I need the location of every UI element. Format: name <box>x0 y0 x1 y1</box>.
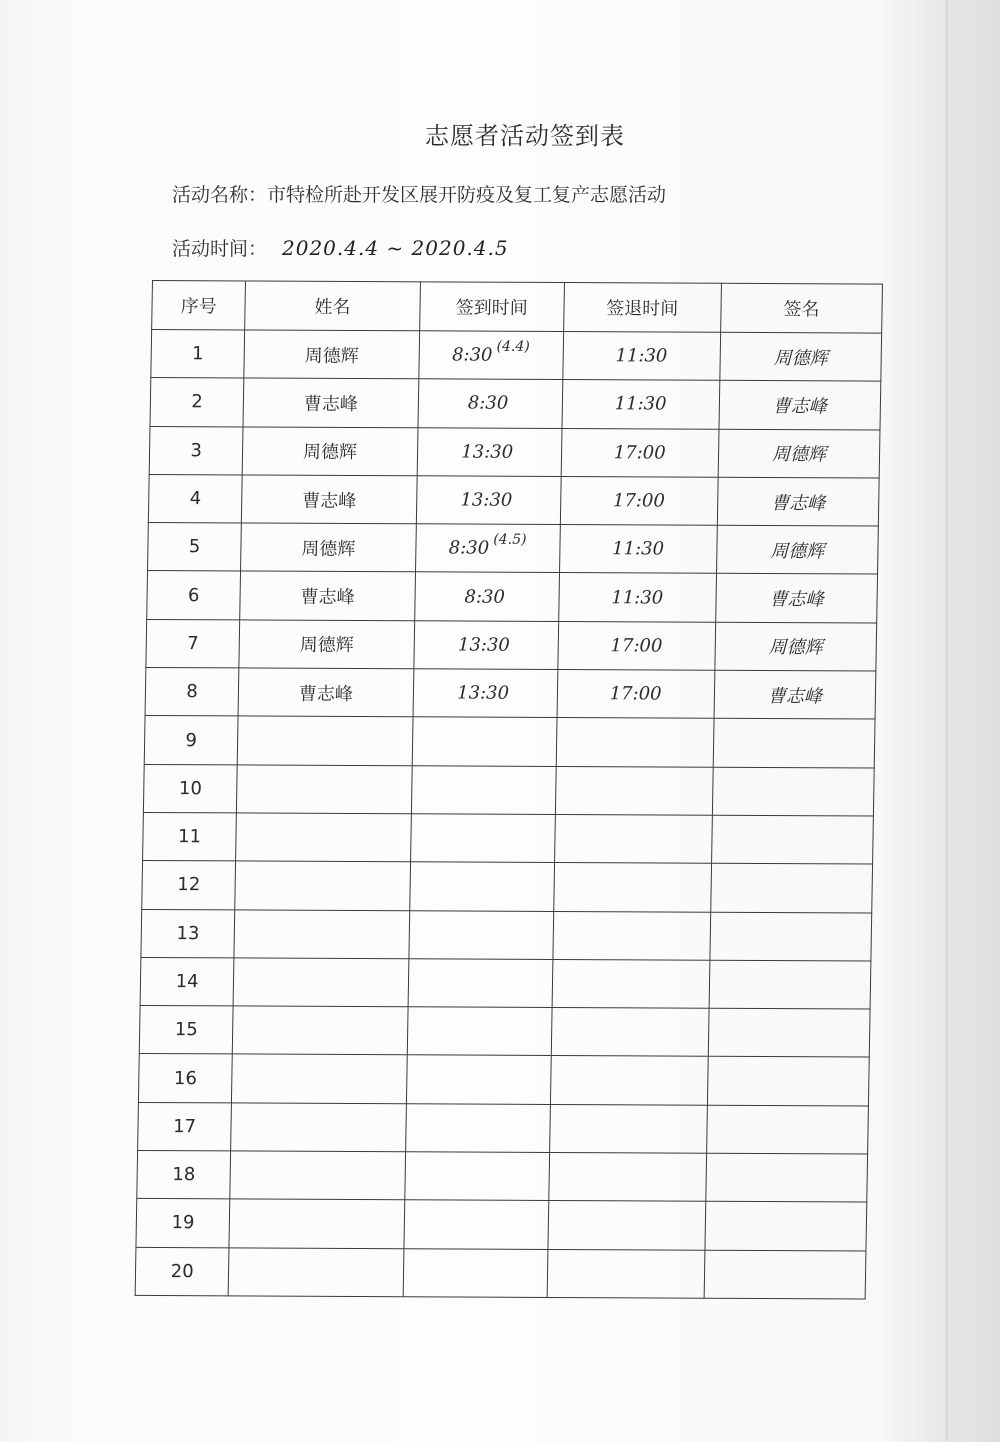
activity-name-label: 活动名称： <box>172 184 268 206</box>
table-row <box>151 329 882 381</box>
handwritten-signature: 周德辉 <box>718 429 880 478</box>
signin-time-value: 8:30 <box>464 586 506 608</box>
handwritten-signature <box>706 1153 868 1202</box>
signin-time-value: 13:30 <box>460 489 513 511</box>
volunteer-name: 周德辉 <box>239 620 414 669</box>
signout-time: 11:30 <box>562 332 720 381</box>
table-row <box>147 571 878 623</box>
volunteer-name <box>232 1054 407 1103</box>
table-row <box>148 523 879 575</box>
signin-time <box>409 862 554 911</box>
volunteer-name: 周德辉 <box>242 427 417 476</box>
handwritten-signature <box>710 912 872 961</box>
signin-time <box>411 765 556 814</box>
handwritten-signature <box>707 1057 869 1106</box>
signin-time <box>407 1007 552 1056</box>
table-row <box>139 1006 870 1058</box>
signout-time: 11:30 <box>562 380 720 429</box>
signout-time <box>555 766 713 815</box>
activity-time-handwritten: 2020.4.4 ~ 2020.4.5 <box>282 236 509 260</box>
row-number: 18 <box>137 1150 231 1199</box>
table-row <box>135 1247 866 1299</box>
handwritten-signature <box>713 719 875 768</box>
table-header-row <box>152 281 883 334</box>
signout-time: 17:00 <box>561 428 719 477</box>
volunteer-name <box>237 716 412 765</box>
signout-time <box>549 1104 707 1153</box>
row-number: 7 <box>146 619 240 668</box>
header-name: 姓名 <box>245 281 420 331</box>
signin-time <box>418 331 563 380</box>
signout-time: 11:30 <box>559 525 717 574</box>
signin-table <box>135 280 883 1299</box>
table-row <box>149 426 880 478</box>
volunteer-name <box>229 1199 404 1248</box>
activity-time-label: 活动时间： <box>172 238 268 260</box>
handwritten-signature <box>706 1105 868 1154</box>
signin-time-value: 8:30 <box>448 537 490 559</box>
volunteer-name: 曹志峰 <box>243 378 418 427</box>
volunteer-name: 周德辉 <box>244 330 419 379</box>
signout-time <box>547 1249 705 1298</box>
handwritten-signature: 曹志峰 <box>714 670 876 719</box>
signin-time-value: 8:30 <box>467 392 509 415</box>
row-number: 16 <box>138 1054 232 1103</box>
row-number: 14 <box>140 957 234 1006</box>
row-number: 1 <box>151 329 245 378</box>
volunteer-name <box>233 1006 408 1055</box>
signin-time <box>416 476 561 525</box>
signout-time <box>550 1056 708 1105</box>
signin-date-note: (4.5) <box>493 531 527 549</box>
handwritten-signature <box>705 1202 867 1251</box>
signin-time <box>406 1055 551 1104</box>
row-number: 15 <box>139 1006 233 1055</box>
table-row <box>143 812 874 864</box>
volunteer-name <box>236 813 411 862</box>
signin-time <box>414 621 559 670</box>
signin-time-value: 13:30 <box>461 441 514 463</box>
row-number: 19 <box>136 1199 230 1248</box>
signin-time-value: 13:30 <box>457 634 511 656</box>
signin-time <box>412 717 557 766</box>
handwritten-signature: 曹志峰 <box>715 574 877 623</box>
handwritten-signature <box>710 864 872 913</box>
volunteer-name: 周德辉 <box>241 523 416 572</box>
header-no: 序号 <box>152 281 246 330</box>
signin-time <box>410 814 555 863</box>
signin-time <box>404 1200 549 1249</box>
volunteer-name <box>228 1248 403 1297</box>
signin-time <box>417 427 562 476</box>
signout-time <box>554 814 712 863</box>
volunteer-name: 曹志峰 <box>240 571 415 620</box>
volunteer-name: 曹志峰 <box>238 668 413 717</box>
volunteer-name <box>234 909 409 958</box>
table-row <box>142 861 873 913</box>
signout-time: 17:00 <box>557 670 715 719</box>
row-number: 20 <box>135 1247 229 1296</box>
row-number: 6 <box>147 571 241 620</box>
header-signin-time: 签到时间 <box>419 282 564 332</box>
row-number: 5 <box>148 523 242 572</box>
handwritten-signature: 曹志峰 <box>717 477 879 526</box>
signin-time-value: 13:30 <box>456 682 510 704</box>
volunteer-name <box>237 765 412 814</box>
signin-time <box>408 959 553 1008</box>
signin-time <box>415 524 560 573</box>
signin-time <box>414 572 559 621</box>
signin-time <box>404 1152 549 1201</box>
table-row <box>150 378 881 430</box>
handwritten-signature: 曹志峰 <box>719 381 881 430</box>
signout-time: 17:00 <box>557 621 715 670</box>
table-row <box>138 1102 869 1154</box>
table-row <box>137 1150 868 1202</box>
row-number: 13 <box>141 909 235 958</box>
signout-time: 11:30 <box>558 573 716 622</box>
handwritten-signature: 周德辉 <box>720 332 882 381</box>
signin-time <box>405 1104 550 1153</box>
volunteer-name <box>230 1151 405 1200</box>
row-number: 4 <box>148 474 242 523</box>
handwritten-signature <box>708 1008 870 1057</box>
table-row <box>138 1054 869 1106</box>
signout-time <box>551 1008 709 1057</box>
signin-time <box>409 910 554 959</box>
row-number: 10 <box>143 764 237 813</box>
signin-time-value: 8:30 <box>451 344 493 366</box>
volunteer-name: 曹志峰 <box>242 475 417 524</box>
signout-time <box>552 959 710 1008</box>
volunteer-name <box>233 958 408 1007</box>
row-number: 12 <box>142 861 236 910</box>
header-signature: 签名 <box>720 283 882 333</box>
page-edge <box>946 0 948 1442</box>
activity-name-value: 市特检所赴开发区展开防疫及复工复产志愿活动 <box>267 184 667 206</box>
table-row <box>144 716 875 768</box>
activity-name-line <box>172 180 666 207</box>
handwritten-signature <box>704 1250 866 1299</box>
signout-time <box>548 1201 706 1250</box>
handwritten-signature: 周德辉 <box>715 622 877 671</box>
volunteer-name <box>235 861 410 910</box>
table-row <box>146 619 877 671</box>
signout-time: 17:00 <box>560 476 718 525</box>
signin-time <box>418 379 563 428</box>
row-number: 17 <box>138 1102 232 1151</box>
row-number: 11 <box>143 812 237 861</box>
row-number: 3 <box>149 426 243 475</box>
table-row <box>141 909 872 961</box>
row-number: 8 <box>145 668 239 717</box>
signout-time <box>556 718 714 767</box>
signout-time <box>553 863 711 912</box>
handwritten-signature <box>711 815 873 864</box>
handwritten-signature <box>709 960 871 1009</box>
row-number: 2 <box>150 378 244 427</box>
signout-time <box>553 911 711 960</box>
handwritten-signature: 周德辉 <box>716 525 878 574</box>
page-title: 志愿者活动签到表 <box>425 122 625 150</box>
signin-time <box>403 1248 548 1297</box>
handwritten-signature <box>712 767 874 816</box>
table-row <box>136 1199 867 1251</box>
header-signout-time: 签退时间 <box>563 283 721 333</box>
table-row <box>145 668 876 720</box>
table-row <box>140 957 871 1009</box>
signin-time <box>413 669 558 718</box>
signout-time <box>548 1152 706 1201</box>
volunteer-name <box>231 1103 406 1152</box>
row-number: 9 <box>144 716 238 765</box>
signin-date-note: (4.4) <box>496 338 530 355</box>
table-row <box>148 474 879 526</box>
table-row <box>143 764 874 816</box>
